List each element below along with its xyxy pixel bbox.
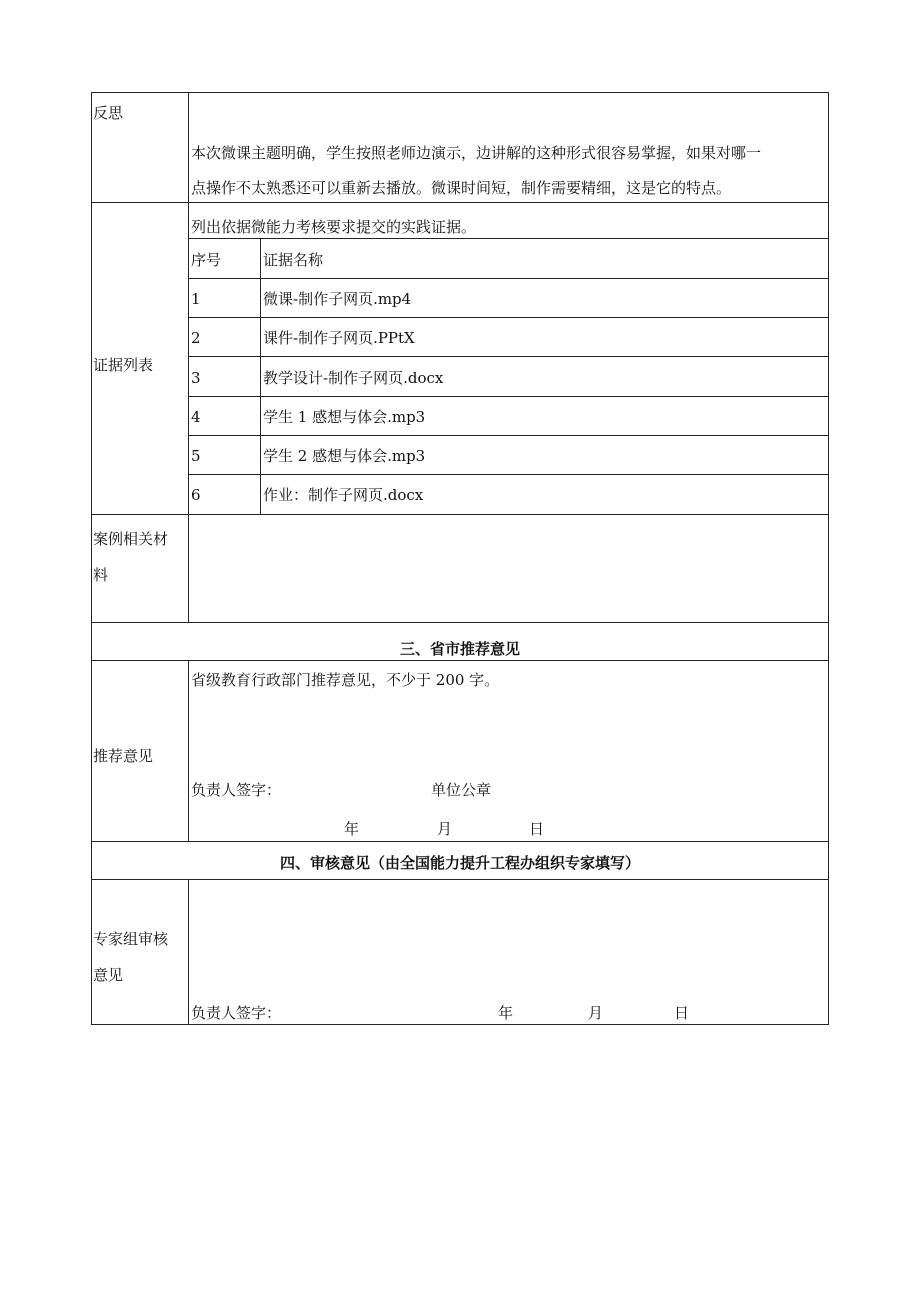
section3-title: 三、省市推荐意见 bbox=[399, 640, 520, 658]
evidence-index-divider bbox=[260, 238, 261, 514]
evidence-row-index: 4 bbox=[191, 408, 201, 426]
evidence-row-divider bbox=[188, 238, 829, 239]
recommendation-date-year: 年 bbox=[344, 820, 360, 838]
evidence-row-index: 3 bbox=[191, 369, 201, 387]
recommendation-label: 推荐意见 bbox=[93, 747, 154, 765]
evidence-row-index: 5 bbox=[191, 447, 201, 465]
recommendation-seal-label: 单位公章 bbox=[431, 781, 492, 799]
review-label-line-1: 专家组审核 bbox=[93, 930, 169, 948]
review-date-month: 月 bbox=[588, 1004, 604, 1022]
reflection-text-line-2: 点操作不太熟悉还可以重新去播放。微课时间短，制作需要精细，这是它的特点。 bbox=[191, 179, 732, 197]
row-divider bbox=[91, 841, 829, 842]
evidence-row-name: 学生 1 感想与体会.mp3 bbox=[263, 408, 426, 426]
evidence-row-divider bbox=[188, 317, 829, 318]
evidence-row-divider bbox=[188, 474, 829, 475]
recommendation-instruction: 省级教育行政部门推荐意见，不少于 200 字。 bbox=[191, 671, 500, 689]
evidence-row-index: 6 bbox=[191, 486, 201, 504]
review-signature-label: 负责人签字： bbox=[191, 1004, 282, 1022]
recommendation-signature-label: 负责人签字： bbox=[191, 781, 282, 799]
section4-title: 四、审核意见（由全国能力提升工程办组织专家填写） bbox=[279, 854, 640, 872]
evidence-row-divider bbox=[188, 356, 829, 357]
reflection-label: 反思 bbox=[93, 104, 124, 122]
evidence-row-index: 2 bbox=[191, 329, 201, 347]
table-border-right bbox=[828, 92, 829, 1025]
recommendation-date-day: 日 bbox=[529, 820, 545, 838]
evidence-row-divider bbox=[188, 396, 829, 397]
recommendation-date-month: 月 bbox=[437, 820, 453, 838]
materials-label-line-2: 料 bbox=[93, 566, 109, 584]
evidence-row-name: 微课-制作子网页.mp4 bbox=[263, 290, 412, 308]
review-date-day: 日 bbox=[674, 1004, 690, 1022]
review-label-line-2: 意见 bbox=[93, 966, 124, 984]
evidence-intro: 列出依据微能力考核要求提交的实践证据。 bbox=[191, 218, 477, 236]
materials-label-line-1: 案例相关材 bbox=[93, 530, 169, 548]
evidence-row-divider bbox=[188, 278, 829, 279]
table-border-bottom bbox=[91, 1024, 829, 1025]
row-divider bbox=[91, 879, 829, 880]
table-border-left bbox=[91, 92, 92, 1025]
label-divider bbox=[188, 879, 189, 1025]
evidence-row-name: 作业：制作子网页.docx bbox=[263, 486, 424, 504]
row-divider bbox=[91, 622, 829, 623]
row-divider bbox=[91, 660, 829, 661]
review-date-year: 年 bbox=[498, 1004, 514, 1022]
evidence-row-index: 1 bbox=[191, 290, 201, 308]
evidence-row-name: 课件-制作子网页.PPtX bbox=[263, 329, 415, 347]
evidence-row-name: 学生 2 感想与体会.mp3 bbox=[263, 447, 426, 465]
evidence-row-divider bbox=[188, 435, 829, 436]
label-divider bbox=[188, 92, 189, 622]
evidence-label: 证据列表 bbox=[93, 356, 154, 374]
label-divider bbox=[188, 660, 189, 841]
reflection-text-line-1: 本次微课主题明确，学生按照老师边演示，边讲解的这种形式很容易掌握，如果对哪一 bbox=[191, 144, 762, 162]
evidence-header-name: 证据名称 bbox=[263, 251, 324, 269]
table-border-top bbox=[91, 92, 829, 93]
evidence-row-name: 教学设计-制作子网页.docx bbox=[263, 369, 444, 387]
evidence-header-index: 序号 bbox=[191, 251, 222, 269]
row-divider bbox=[91, 514, 829, 515]
row-divider bbox=[91, 202, 829, 203]
